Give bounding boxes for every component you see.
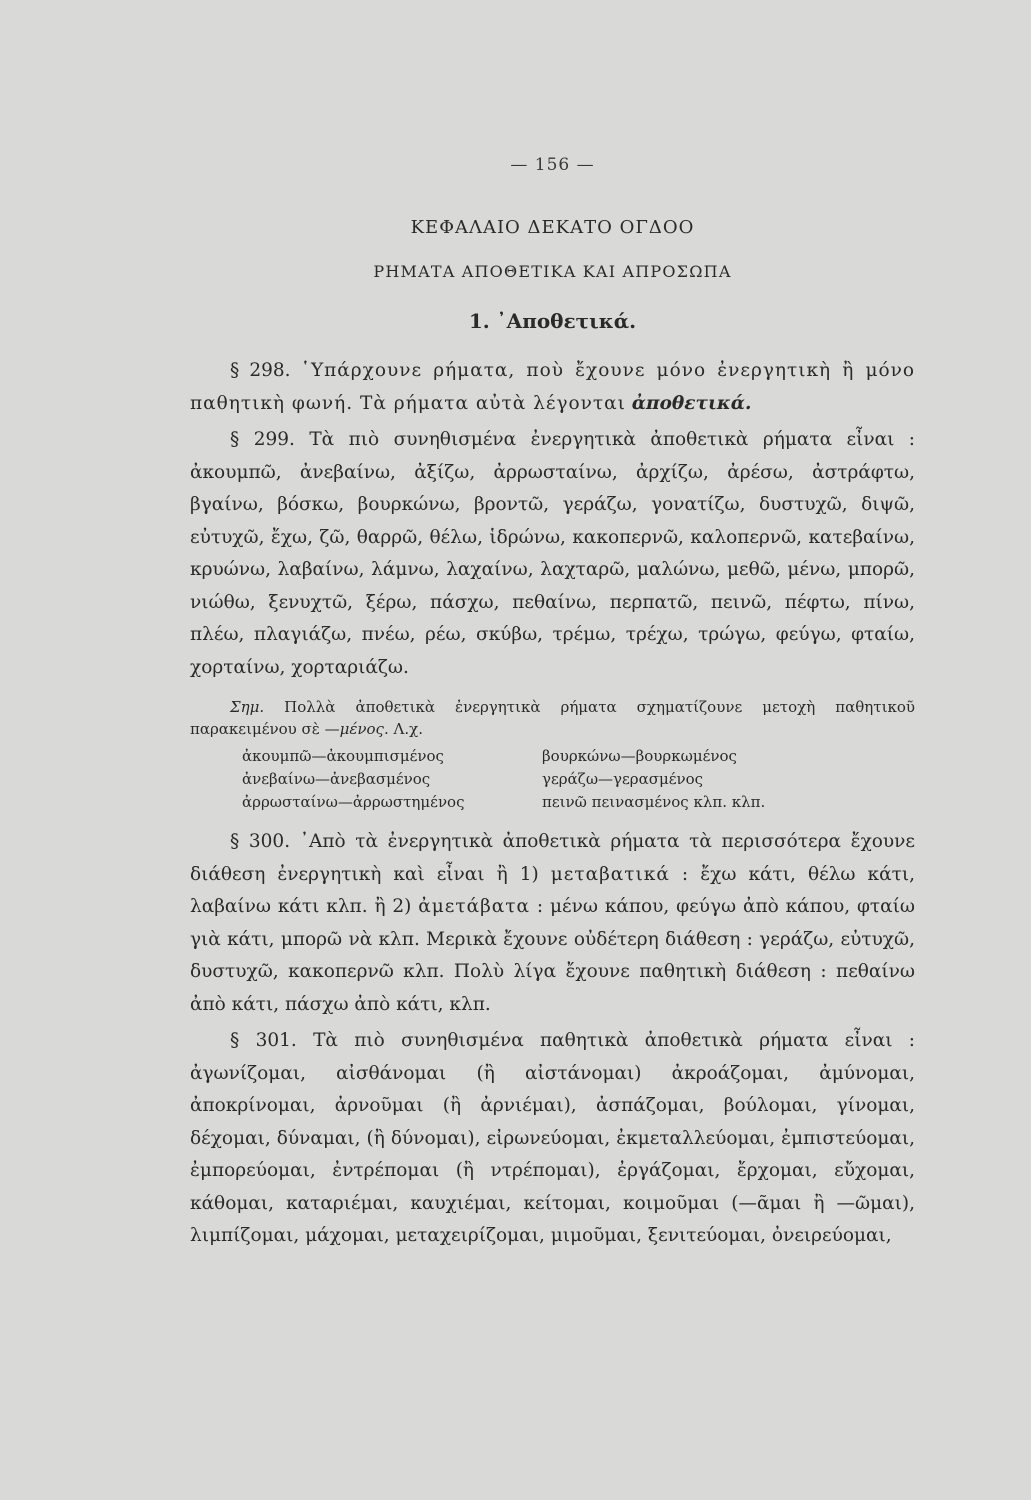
note-label: Σημ. [230,698,265,716]
paragraph-body: Τὰ πιὸ συνηθισμένα παθητικὰ ἀποθετικὰ ρήματα εἶναι : ἀγωνίζομαι, αἰσθάνομαι (ἢ αἰστάνομαι) ἀκροάζομαι, ἀμύνομαι, ἀποκρίνομαι, ἀρνοῦμαι (ἢ ἀρνιέμαι), ἀσπάζομαι, βούλομαι, γίνομαι, δέχομαι, δύναμαι, (ἢ δύνομαι), εἰρωνεύομαι, ἐκμεταλλεύομαι, ἐμπιστεύομαι, ἐμπορεύομαι, ἐντρέπομαι (ἢ ντρέπομαι), ἐργάζομαι, ἔρχομαι, εὔχομαι, κάθομαι, καταριέμαι, καυχιέμαι, κείτομαι, κοιμοῦμαι (—ᾶμαι ἢ —ῶμαι), λιμπίζομαι, μάχομαι, μεταχειρίζομαι, μιμοῦμαι, ξενιτεύομαι, ὀνειρεύομαι, [190,1030,916,1246]
page-number: — 156 — [510,155,595,175]
note-example-label: Λ.χ. [393,720,423,738]
note-examples [242,746,915,812]
paragraph-body: : ἔχω κάτι, θέλω κάτι, λαβαίνω κάτι κλπ. ἢ 2) [190,863,915,917]
paragraph-298 [190,355,915,420]
term-apothetika: ἀποθετικά. [631,392,752,414]
paragraph-body: ᾿Απὸ τὰ ἐνεργητικὰ ἀποθετικὰ ρήματα τὰ περισσότερα ἔχουνε διάθεση ἐνεργητικὴ καὶ εἶναι ἢ 1) [190,831,915,885]
paragraph-number: § 299. [230,429,295,450]
note [190,696,915,740]
chapter-title: ΚΕΦΑΛΑΙΟ ΔΕΚΑΤΟ ΟΓΔΟΟ [410,217,695,238]
paragraph-body: : μένω κάπου, φεύγω ἀπὸ κάπου, φταίω γιὰ κάτι, μπορῶ νὰ κλπ. Μερικὰ ἔχουνε οὐδέτερη διάθεση : γεράζω, εὐτυχῶ, δυστυχῶ, κακοπερνῶ κλπ. Πολὺ λίγα ἔχουνε παθητικὴ διάθεση : πεθαίνω ἀπὸ κάτι, πάσχω ἀπὸ κάτι, κλπ. [190,896,915,1015]
example-item: ἀκουμπῶ—ἀκουμπισμένος [242,747,444,765]
term-ametavata: ἀμετάβατα [418,896,531,917]
example-item: ἀνεβαίνω—ἀνεβασμένος [242,770,431,788]
paragraph-number: § 301. [230,1030,297,1051]
chapter-subtitle: ΡΗΜΑΤΑ ΑΠΟΘΕΤΙΚΑ ΚΑΙ ΑΠΡΟΣΩΠΑ [373,262,732,281]
paragraph-body: Τὰ πιὸ συνηθισμένα ἐνεργητικὰ ἀποθετικὰ ρήματα εἶναι : ἀκουμπῶ, ἀνεβαίνω, ἀξίζω, ἀρρωσταίνω, ἀρχίζω, ἀρέσω, ἀστράφτω, βγαίνω, βόσκω, βουρκώνω, βροντῶ, γεράζω, γονατίζω, δυστυχῶ, διψῶ, εὐτυχῶ, ἔχω, ζῶ, θαρρῶ, θέλω, ἱδρώνω, κακοπερνῶ, καλοπερνῶ, κατεβαίνω, κρυώνω, λαβαίνω, λάμνω, λαχαίνω, λαχταρῶ, μαλώνω, μεθῶ, μένω, μπορῶ, νιώθω, ξενυχτῶ, ξέρω, πάσχω, πεθαίνω, περπατῶ, πεινῶ, πέφτω, πίνω, πλέω, πλαγιάζω, πνέω, ρέω, σκύβω, τρέμω, τρέχω, τρώγω, φεύγω, φταίω, χορταίνω, χορταριάζω. [190,429,916,678]
note-body: Πολλὰ ἀποθετικὰ ἐνεργητικὰ ρήματα σχηματίζουνε μετοχὴ παθητικοῦ παρακειμένου σὲ [190,698,915,738]
paragraph-299 [190,424,915,684]
term-metavatika: μεταβατικά [550,863,670,885]
paragraph-number: § 300. [230,831,291,852]
example-item: πεινῶ πεινασμένος κλπ. κλπ. [542,793,766,811]
paragraph-300 [190,826,915,1021]
paragraph-301 [190,1025,915,1253]
section-heading: 1. ᾿Αποθετικά. [468,309,637,333]
example-item: βουρκώνω—βουρκωμένος [542,747,737,765]
example-item: ἀρρωσταίνω—ἀρρωστημένος [242,793,465,811]
example-item: γεράζω—γερασμένος [542,770,704,788]
page-text-block [190,155,915,1257]
paragraph-body: ῾Υπάρχουνε ρήματα, ποὺ ἔχουνε μόνο ἐνεργητικὴ ἢ μόνο παθητικὴ φωνή. Τὰ ρήματα αὐτὰ λέγονται [190,360,915,414]
paragraph-number: § 298. [230,360,291,381]
note-suffix: —μένος. [324,720,389,738]
